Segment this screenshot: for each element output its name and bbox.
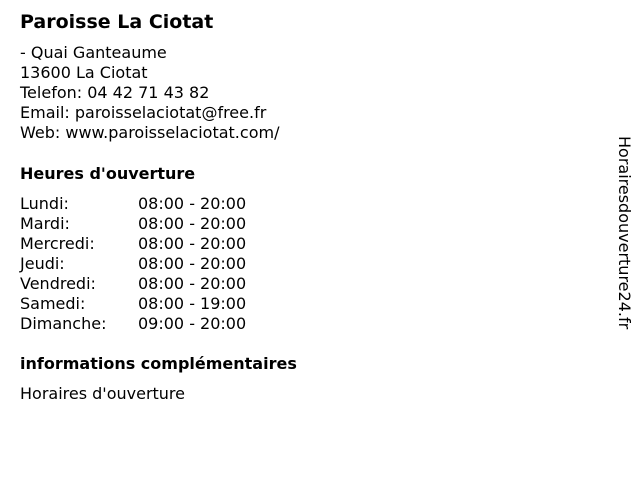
city-address: 13600 La Ciotat <box>20 63 148 82</box>
page-title: Paroisse La Ciotat <box>20 11 214 33</box>
additional-info-heading: informations complémentaires <box>20 354 297 373</box>
time-range: 08:00 - 20:00 <box>138 214 247 233</box>
day-label: Mardi: <box>20 214 70 233</box>
day-label: Jeudi: <box>20 254 65 273</box>
time-range: 08:00 - 20:00 <box>138 234 247 253</box>
site-watermark <box>612 136 636 372</box>
hours-row-saturday <box>20 294 280 314</box>
opening-hours-list <box>20 194 280 334</box>
website-address: Web: www.paroisselaciotat.com/ <box>20 123 280 142</box>
hours-row-friday <box>20 274 280 294</box>
address-block <box>20 43 279 143</box>
email-address: Email: paroisselaciotat@free.fr <box>20 103 267 122</box>
hours-row-tuesday <box>20 214 280 234</box>
opening-hours-heading: Heures d'ouverture <box>20 164 196 183</box>
site-watermark-text: Horairesdouverture24.fr <box>615 136 634 330</box>
hours-row-sunday <box>20 314 280 334</box>
day-label: Vendredi: <box>20 274 96 293</box>
time-range: 09:00 - 20:00 <box>138 314 247 333</box>
hours-row-monday <box>20 194 280 214</box>
time-range: 08:00 - 20:00 <box>138 254 247 273</box>
day-label: Samedi: <box>20 294 86 313</box>
hours-row-thursday <box>20 254 280 274</box>
street-address: - Quai Ganteaume <box>20 43 167 62</box>
time-range: 08:00 - 20:00 <box>138 274 247 293</box>
day-label: Dimanche: <box>20 314 107 333</box>
day-label: Lundi: <box>20 194 69 213</box>
time-range: 08:00 - 20:00 <box>138 194 247 213</box>
additional-info-text: Horaires d'ouverture <box>20 384 185 403</box>
time-range: 08:00 - 19:00 <box>138 294 247 313</box>
hours-row-wednesday <box>20 234 280 254</box>
day-label: Mercredi: <box>20 234 95 253</box>
phone-number: Telefon: 04 42 71 43 82 <box>20 83 210 102</box>
